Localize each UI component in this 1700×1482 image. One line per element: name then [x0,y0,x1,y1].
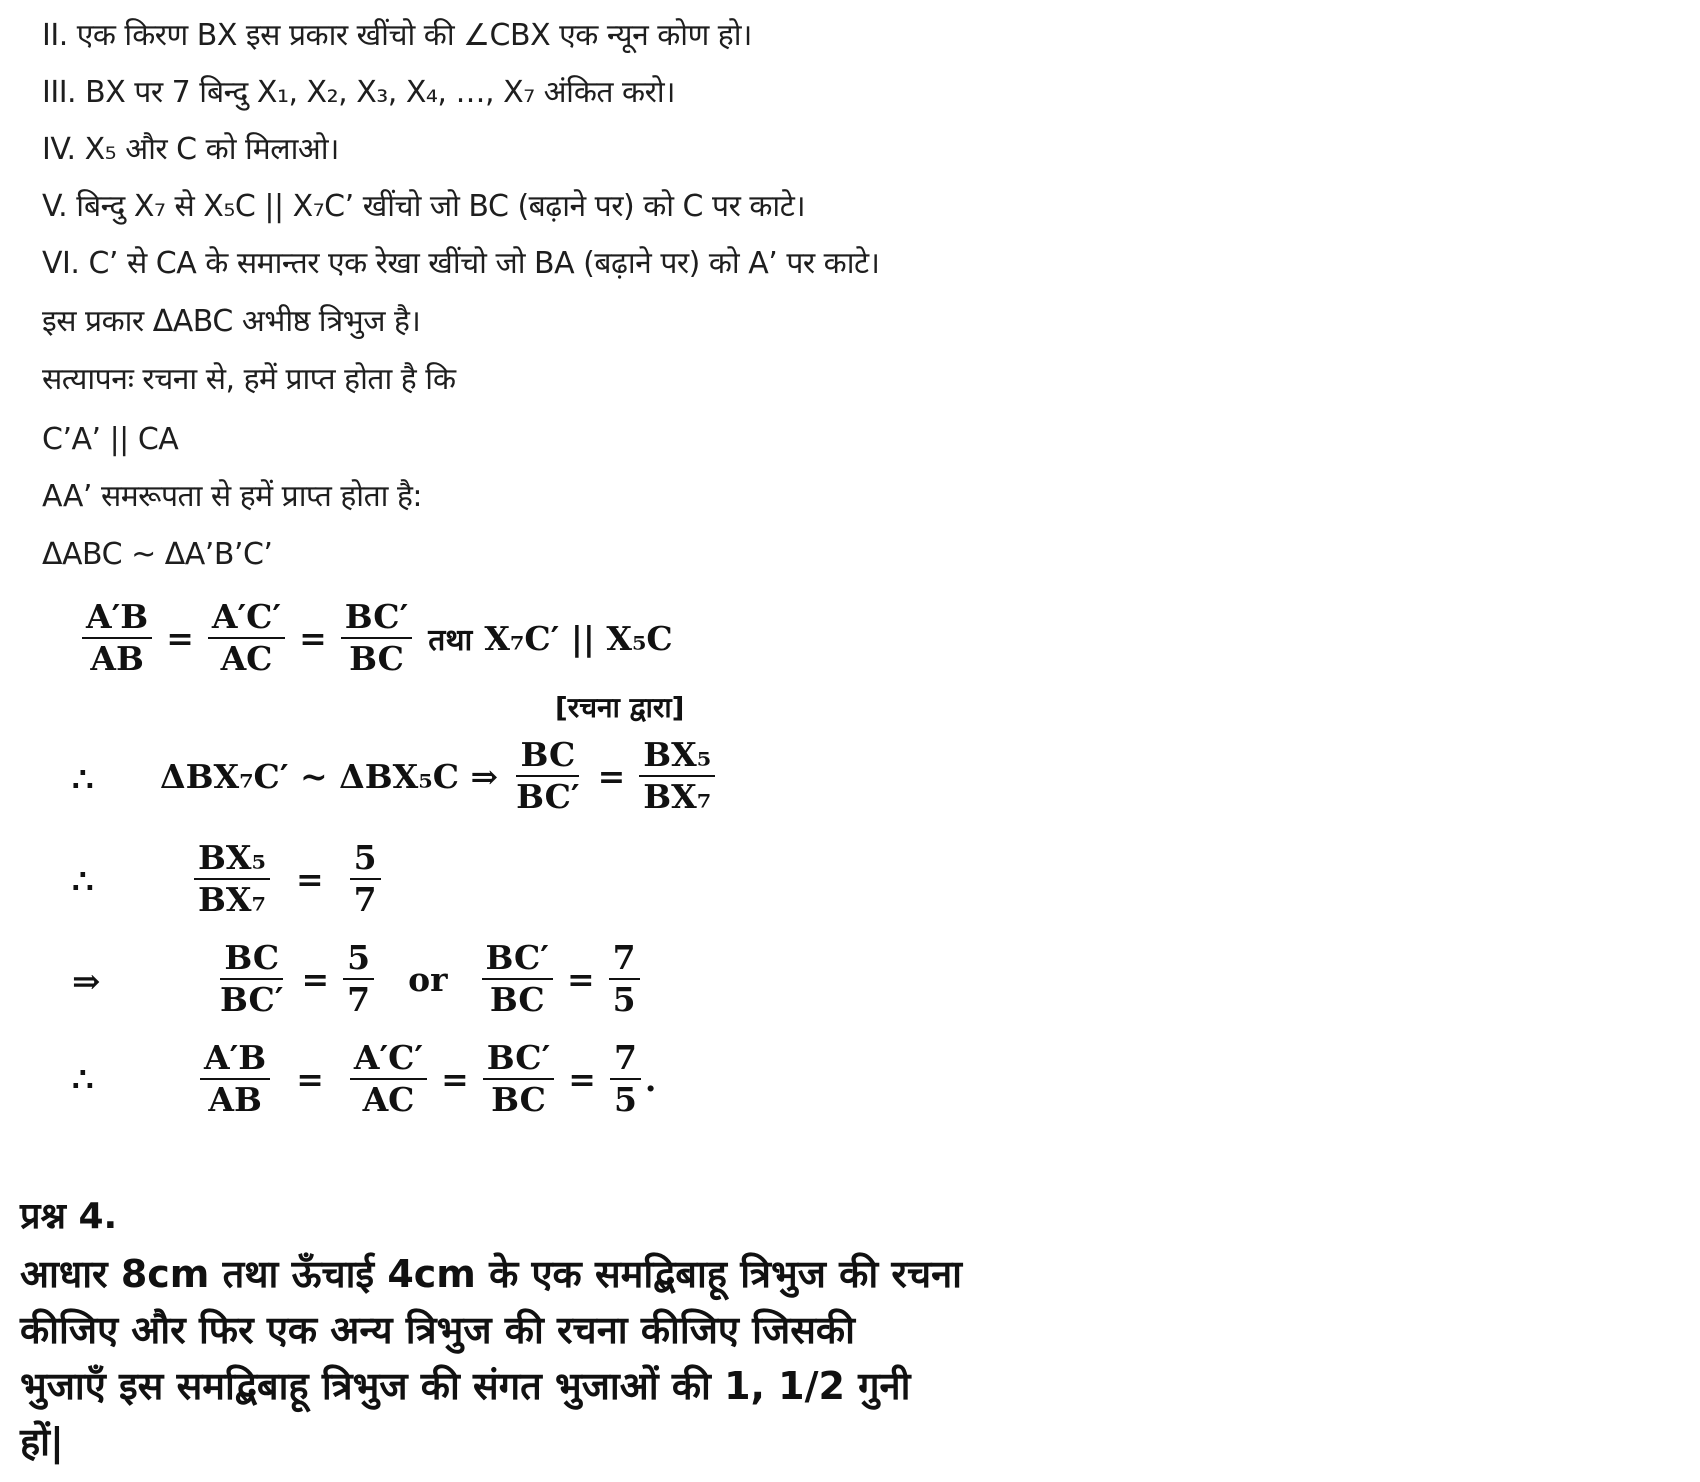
question-title: प्रश्न 4. [20,1196,118,1237]
question-line: आधार 8cm तथा ऊँचाई 4cm के एक समद्बिबाहू त्रिभुज की रचना [20,1252,963,1296]
triangle-similarity: ΔBX₇C′ ~ ΔBX₅C ⇒ [160,756,499,796]
question-line: भुजाएँ इस समद्बिबाहू त्रिभुज की संगत भुजाओं की 1, 1/2 गुनी [20,1364,911,1408]
fraction: $\frac{BC}{BC'}$ [516,735,580,816]
or-word: or [408,959,448,999]
fraction: $\frac{7}{5}$ [610,1038,641,1120]
equation-similarity: ΔBX₇C′ ~ ΔBX₅C ⇒ $\frac{BC}{BC'}$ = $\frac{\text{BX₅}}{\text{BX₇}}$ [160,735,719,817]
fraction: $\frac{A'C'}{AC}$ [350,1038,427,1120]
step-line: II. एक किरण BX इस प्रकार खींचो की ∠CBX एक न्यून कोण हो। [42,18,752,53]
question-line: कीजिए और फिर एक अन्य त्रिभुज की रचना कीजिए जिसकी [20,1308,855,1352]
fraction: $\frac{A'B}{AB}$ [200,1038,270,1120]
similarity-statement: AA’ समरूपता से हमें प्राप्त होता है: [42,479,423,514]
fraction: $\frac{A'B}{AB}$ [82,597,152,679]
fraction: $\frac{7}{5}$ [609,938,640,1020]
step-line: V. बिन्दु X₇ से X₅C || X₇C’ खींचो जो BC (बढ़ाने पर) को C पर काटे। [42,189,806,224]
fraction: $\frac{BC'}{BC}$ [483,1038,554,1120]
equation-final: $\frac{A'B}{AB}$ = $\frac{A'C'}{AC}$ = $\frac{BC'}{BC}$ = $\frac{7}{5}$ . [196,1038,656,1120]
verification-heading: सत्यापनः रचना से, हमें प्राप्त होता है कि [42,362,456,397]
step-line: IV. X₅ और C को मिलाओ। [42,132,339,167]
parallel-statement: C’A’ || CA [42,422,179,457]
conclusion-line: इस प्रकार ΔABC अभीष्ठ त्रिभुज है। [42,304,421,339]
fraction: $\frac{BC'}{BC}$ [341,597,412,679]
therefore-symbol: ∴ [72,1060,94,1100]
step-line: VI. C’ से CA के समान्तर एक रेखा खींचो जो BA (बढ़ाने पर) को A’ पर काटे। [42,246,880,281]
tatha-word: तथा [428,622,473,658]
fraction: $\frac{5}{7}$ [343,938,374,1020]
equation-ratio-2: $\frac{\text{BX₅}}{\text{BX₇}}$ = $\frac{5}{7}$ [190,838,385,920]
implies-symbol: ⇒ [72,962,101,1002]
construction-note: [रचना द्वारा] [555,691,685,724]
fraction: $\frac{BC}{BC'}$ [220,938,284,1019]
parallel-relation: X₇C′ || X₅C [484,618,673,658]
fraction: $\frac{\text{BX₅}}{\text{BX₇}}$ [194,838,270,920]
therefore-symbol: ∴ [72,760,94,800]
equation-ratio-3: $\frac{BC}{BC'}$ = $\frac{5}{7}$ or $\frac{BC'}{BC}$ = $\frac{7}{5}$ [212,938,644,1020]
fraction: $\frac{A'C'}{AC}$ [208,597,285,679]
question-line: हों| [20,1420,64,1464]
fraction: $\frac{BC'}{BC}$ [482,938,553,1020]
similarity-relation: ΔABC ~ ΔA’B’C’ [42,537,273,572]
fraction: $\frac{5}{7}$ [350,838,381,920]
fraction: $\frac{\text{BX₅}}{\text{BX₇}}$ [639,735,715,817]
step-line: III. BX पर 7 बिन्दु X₁, X₂, X₃, X₄, …, X₇ अंकित करो। [42,75,675,110]
equation-ratio-1: $\frac{A'B}{AB}$ = $\frac{A'C'}{AC}$ = $\frac{BC'}{BC}$ तथा X₇C′ || X₅C [78,597,673,679]
therefore-symbol: ∴ [72,862,94,902]
